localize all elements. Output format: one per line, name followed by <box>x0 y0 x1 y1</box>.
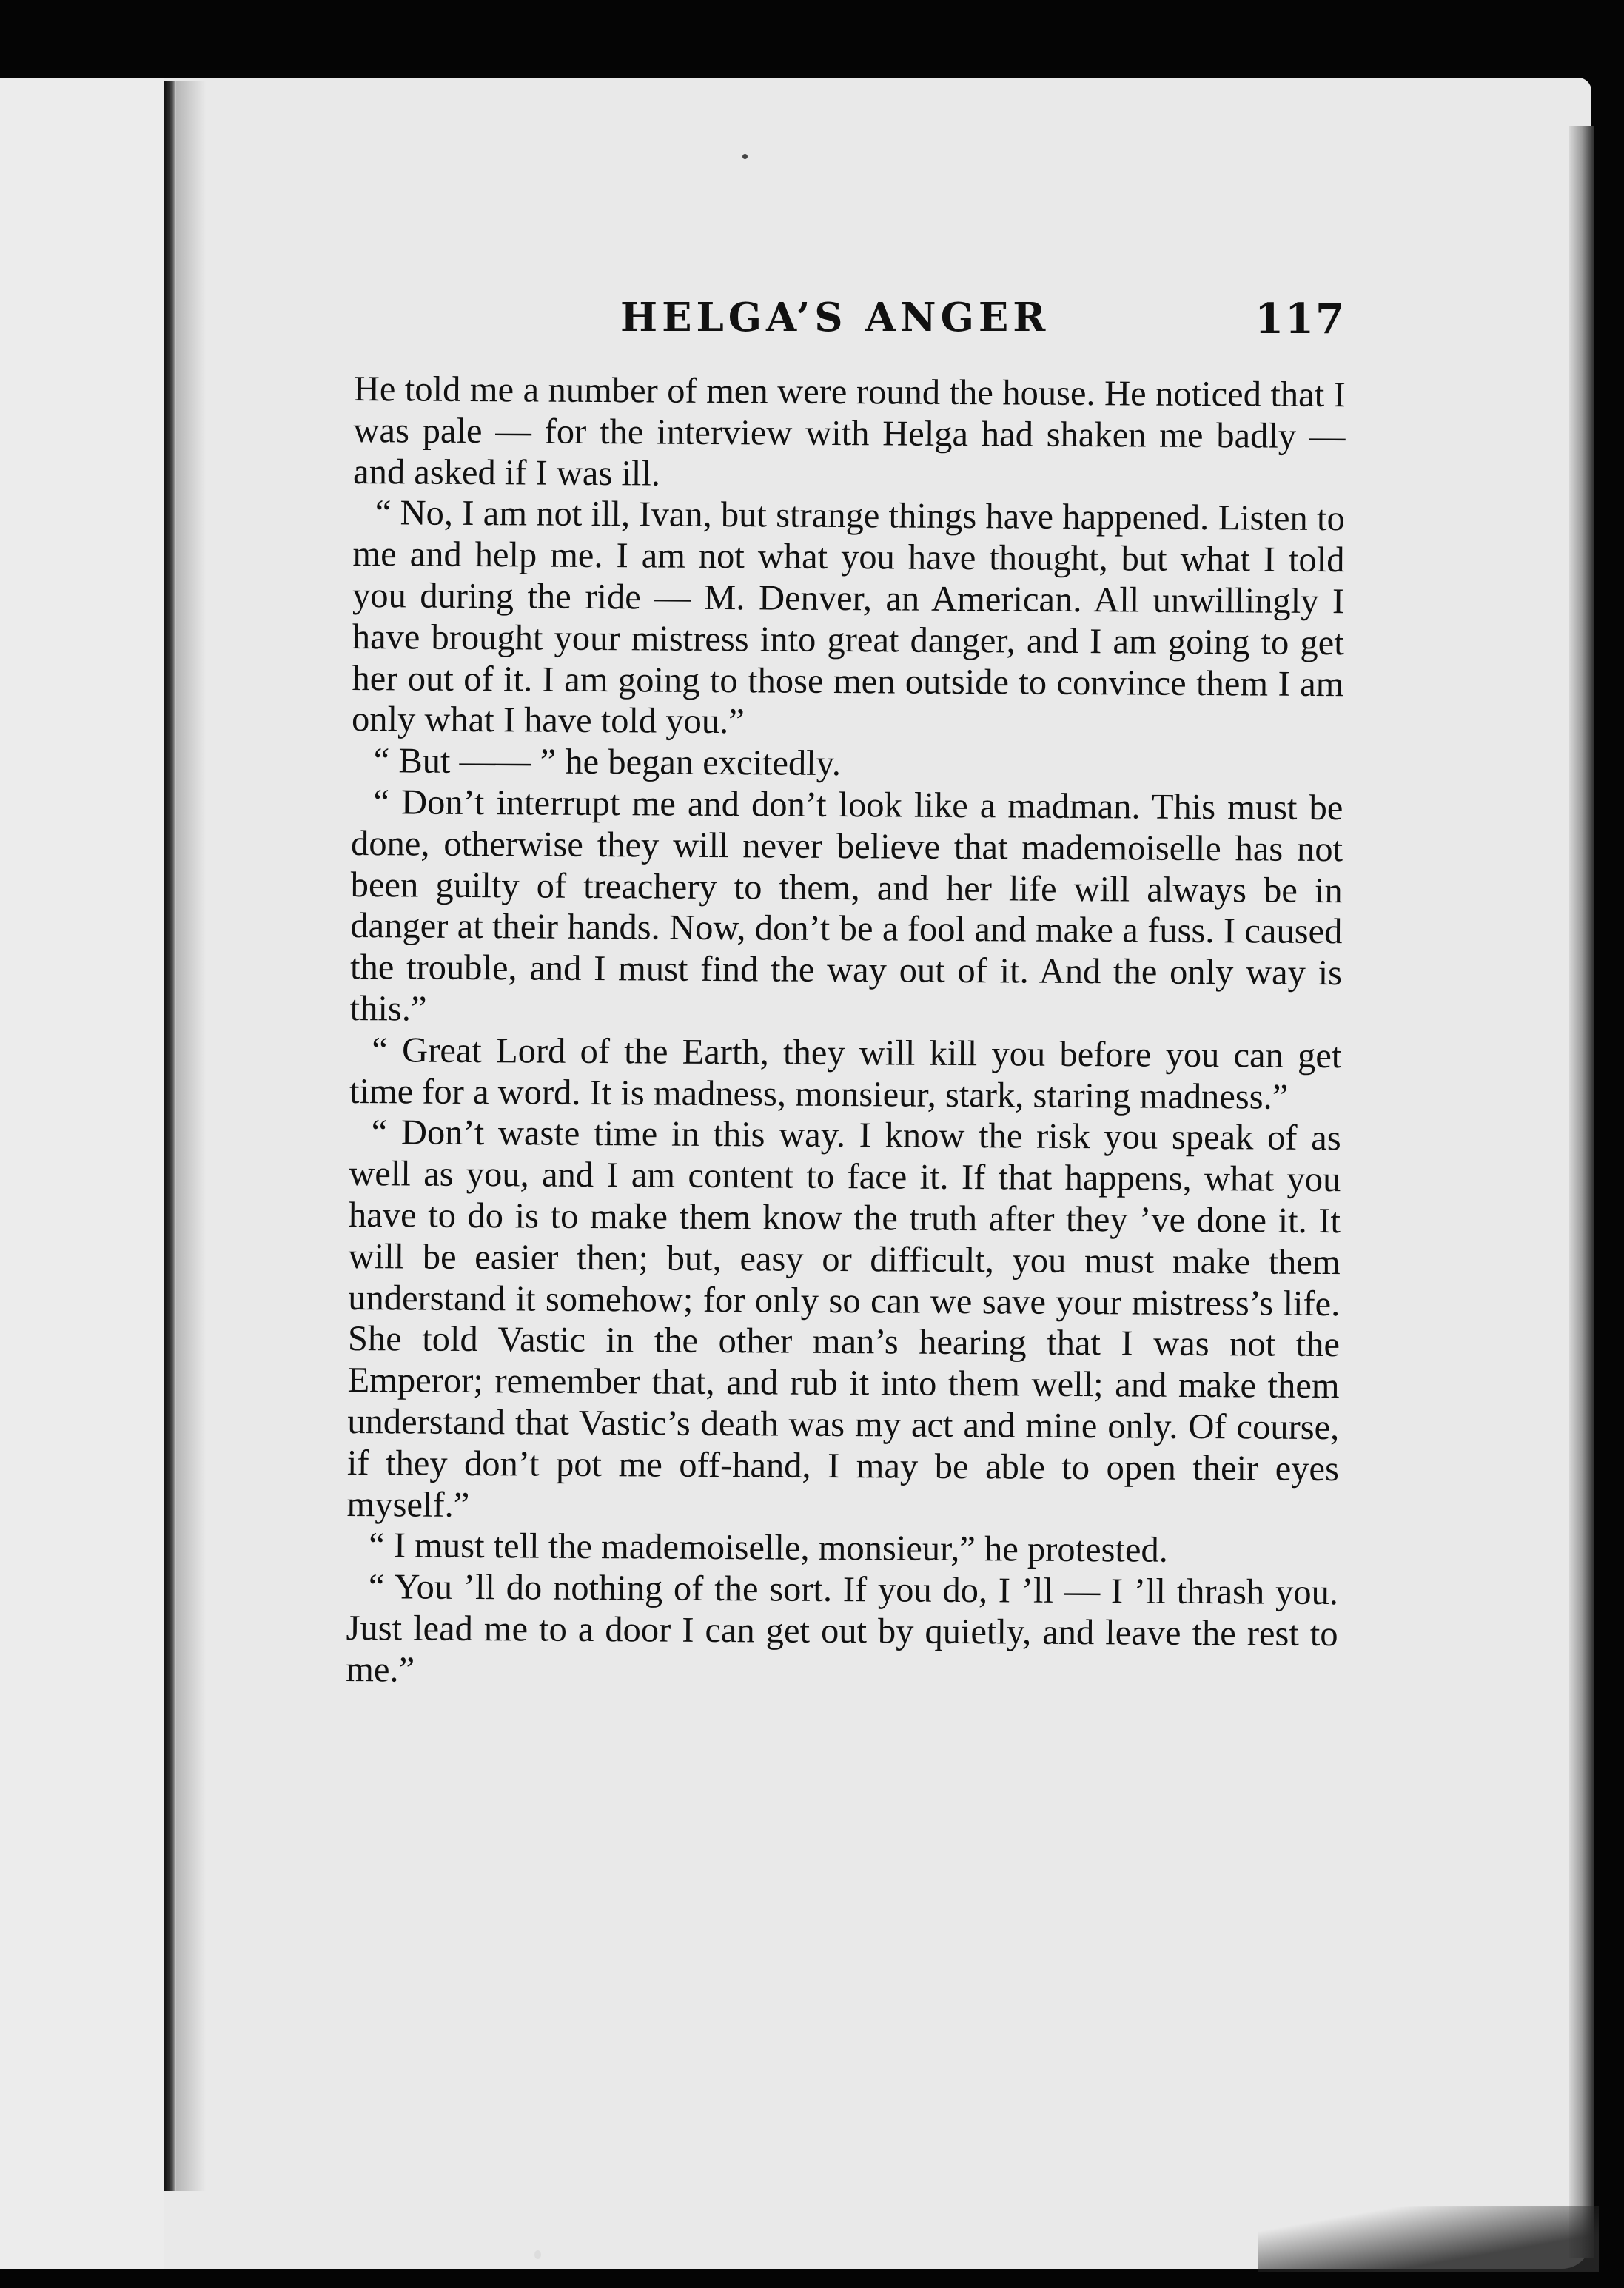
page-curl-shadow <box>1258 2206 1599 2272</box>
paragraph: “ No, I am not ill, Ivan, but strange things have happened. Listen to me and help me. I am not what you have thought, but what I told you during the ride — M. Denver, an American. All unwillingly I have brought your mistress into great danger, and I am going to get her out of it. I am going to those men outside to convince them I am only what I have told you.” <box>351 493 1345 742</box>
paragraph: He told me a number of men were round the house. He noticed that I was pale — for the interview with Helga had shaken me badly — and asked if I was ill. <box>352 369 1346 494</box>
book-gutter <box>164 81 176 2191</box>
page-number: 117 <box>1255 295 1346 343</box>
paragraph: “ Don’t waste time in this way. I know the risk you speak of as well as you, and I am content to face it. If that happens, what you have to do is to make them know the truth after they ’ve done it. It will be easier then; but, easy or difficult, you must make them understand it somehow; for only so can we save your mistress’s life. She told Vastic in the other man’s hearing that I was not the Emperor; remember that, and rub it into them well; and make them understand that Vastic’s death was my act and mine only. Of course, if they don’t pot me off-hand, I may be able to open their eyes myself.” <box>346 1113 1341 1525</box>
facing-page-edge <box>0 78 164 2269</box>
scan-speck <box>742 154 748 159</box>
paragraph: “ But —— ” he began excitedly. <box>373 741 842 784</box>
paragraph: “ You ’ll do nothing of the sort. If you do, I ’ll — I ’ll thrash you. Just lead me to a door I can get out by quietly, and leave the rest to me.” <box>346 1567 1339 1690</box>
paragraph: “ I must tell the mademoiselle, monsieur,” he protested. <box>369 1526 1169 1571</box>
paragraph: “ Great Lord of the Earth, they will kill you before you can get time for a word. It is madness, monsieur, stark, staring madness.” <box>349 1030 1342 1117</box>
running-header <box>354 295 1346 354</box>
page-edge-shadow <box>1569 126 1594 2258</box>
body-text <box>346 369 1346 1697</box>
running-title: HELGA’S ANGER <box>620 295 1050 340</box>
paragraph: “ Don’t interrupt me and don’t look like a madman. This must be done, otherwise they will never believe that mademoiselle has not been guilty of treachery to them, and her life will always be in danger at their hands. Now, don’t be a fool and make a fuss. I caused the trouble, and I must find the way out of it. And the only way is this.” <box>349 782 1343 1029</box>
scan-speck <box>534 2250 541 2259</box>
gutter-shadow <box>176 81 206 2191</box>
